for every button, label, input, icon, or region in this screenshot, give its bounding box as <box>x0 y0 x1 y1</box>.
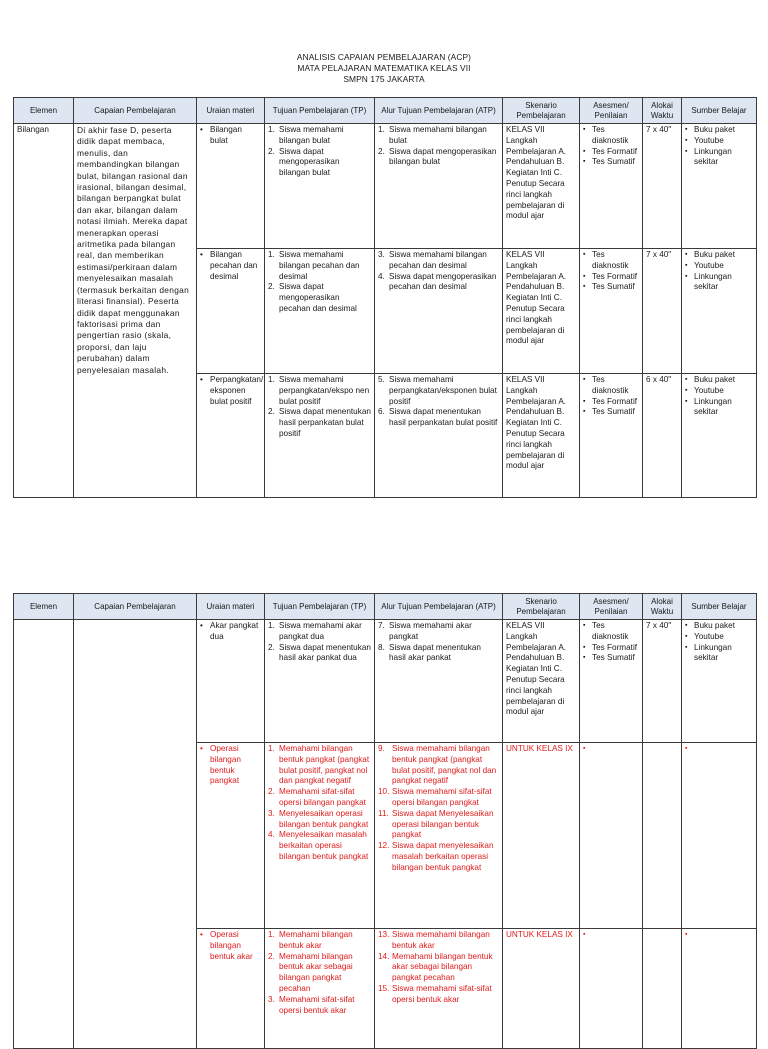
asesmen-cell <box>580 620 643 743</box>
header-cell: Uraian materi <box>197 594 265 620</box>
tp-item: 3. Menyelesaikan operasi bilangan bentuk pangkat <box>268 808 369 829</box>
sumber-item: ▪ Youtube <box>685 386 753 397</box>
atp-cell <box>375 743 503 929</box>
tp-cell <box>265 249 375 374</box>
asesmen-item: ▪ Tes Sumatif <box>583 653 639 664</box>
uraian-text: • Operasi bilangan bentuk akar <box>200 930 261 962</box>
waktu-cell <box>643 929 682 1049</box>
atp-item: 1. Siswa memahami bilangan bulat <box>378 125 487 145</box>
atp-cell <box>375 249 503 374</box>
tp-item: 4. Menyelesaikan masalah berkaitan operasi bilangan bentuk pangkat <box>268 830 369 861</box>
uraian-text: • Akar pangkat dua <box>200 621 261 643</box>
tp-item: 2. Memahami sifat-sifat opersi bilangan pangkat <box>268 787 366 807</box>
header-cell: Elemen <box>14 98 74 124</box>
asesmen-item: ▪ Tes diaknostik <box>583 375 639 397</box>
header-cell: Asesmen/ Penilaian <box>580 98 643 124</box>
asesmen-item: ▪ Tes Formatif <box>583 147 639 158</box>
atp-item: 6. Siswa dapat menentukan hasil perpankatan bulat positif <box>378 407 498 428</box>
asesmen-cell <box>580 929 643 1049</box>
tp-item: 1. Siswa memahami bilangan pecahan dan desimal <box>268 250 360 281</box>
sumber-item: ▪ Buku paket <box>685 125 753 136</box>
asesmen-cell <box>580 124 643 249</box>
skenario-cell: UNTUK KELAS IX <box>503 929 580 1049</box>
asesmen-cell <box>580 743 643 929</box>
sumber-item: ▪ Buku paket <box>685 621 753 632</box>
asesmen-cell <box>580 249 643 374</box>
waktu-cell: 7 x 40" <box>643 124 682 249</box>
header-cell: Alur Tujuan Pembelajaran (ATP) <box>375 594 503 620</box>
asesmen-item: ▪ Tes Formatif <box>583 397 639 408</box>
header-cell: Alokai Waktu <box>643 594 682 620</box>
tp-item: 1. Siswa memahami perpangkatan/ekspo nen bulat positif <box>268 375 370 406</box>
sumber-item: ▪ Linkungan sekitar <box>685 643 753 665</box>
atp-item: 15. Siswa memahami sifat-sifat opersi bentuk akar <box>378 983 492 1004</box>
table-row <box>14 124 757 249</box>
tp-item: 2. Siswa dapat mengoperasikan bilangan bulat <box>268 146 340 178</box>
sumber-item: ▪ Linkungan sekitar <box>685 147 753 169</box>
uraian-text: • Bilangan pecahan dan desimal <box>200 250 261 282</box>
uraian-cell <box>197 620 265 743</box>
header-cell: Alokai Waktu <box>643 98 682 124</box>
atp-item: 13. Siswa memahami bilangan bentuk akar <box>378 930 490 950</box>
sumber-cell <box>682 124 757 249</box>
table-header-row <box>14 594 757 620</box>
waktu-cell: 7 x 40" <box>643 620 682 743</box>
sumber-item: ▪ Youtube <box>685 136 753 147</box>
asesmen-item: ▪ Tes Sumatif <box>583 157 639 168</box>
asesmen-item: ▪ Tes diaknostik <box>583 621 639 643</box>
atp-cell <box>375 374 503 498</box>
capaian-cell: Di akhir fase D, peserta didik dapat membaca, menulis, dan membandingkan bilangan bulat, bilangan rasional dan irasional, bilangan desimal, bilangan berpangkat bulat dan akar, bilangan dalam notasi ilmiah. Mereka dapat menerapkan operasi aritmetika pada bilangan real, dan memberikan estimasi/perkiraan dalam menyelesaikan masalah (termasuk berkaitan dengan literasi finansial). Peserta didik dapat menggunakan faktorisasi prima dan pengertian rasio (skala, proporsi, dan laju perubahan) dalam penyelesaian masalah. <box>74 124 197 498</box>
uraian-text: • Bilangan bulat <box>200 125 261 147</box>
atp-item: 7. Siswa memahami akar pangkat <box>378 621 472 641</box>
uraian-cell <box>197 743 265 929</box>
tp-cell <box>265 620 375 743</box>
sumber-item: ▪ Buku paket <box>685 375 753 386</box>
skenario-cell: KELAS VII Langkah Pembelajaran A. Pendahuluan B. Kegiatan Inti C. Penutup Secara rinci langkah pembelajaran di modul ajar <box>503 374 580 498</box>
sumber-item: ▪ Youtube <box>685 261 753 272</box>
tp-item: 1. Memahami bilangan bentuk akar <box>268 930 353 950</box>
asesmen-item: ▪ Tes Formatif <box>583 272 639 283</box>
sumber-cell <box>682 374 757 498</box>
atp-item: 12. Siswa dapat menyelesaikan masalah berkaitan operasi bilangan bentuk pangkat <box>378 841 494 872</box>
waktu-cell: 7 x 40" <box>643 249 682 374</box>
atp-item: 2. Siswa dapat mengoperasikan bilangan bulat <box>378 146 497 167</box>
asesmen-item: ▪ Tes Sumatif <box>583 407 639 418</box>
sumber-cell <box>682 249 757 374</box>
skenario-cell: KELAS VII Langkah Pembelajaran A. Pendahuluan B. Kegiatan Inti C. Penutup Secara rinci langkah pembelajaran di modul ajar <box>503 620 580 743</box>
sumber-item: ▪ Buku paket <box>685 250 753 261</box>
tp-item: 2. Siswa dapat menentukan hasil akar pankat dua <box>268 642 371 663</box>
sumber-cell <box>682 929 757 1049</box>
tp-item: 1. Siswa memahami akar pangkat dua <box>268 621 362 641</box>
sumber-cell <box>682 620 757 743</box>
asesmen-item: ▪ Tes Formatif <box>583 643 639 654</box>
uraian-cell <box>197 249 265 374</box>
sumber-item: ▪ Linkungan sekitar <box>685 272 753 294</box>
header-cell: Skenario Pembelajaran <box>503 98 580 124</box>
atp-item: 4. Siswa dapat mengoperasikan pecahan dan desimal <box>378 271 497 292</box>
waktu-cell <box>643 743 682 929</box>
atp-item: 5. Siswa memahami perpangkatan/eksponen bulat positif <box>378 375 497 406</box>
atp-cell <box>375 124 503 249</box>
table-header-row <box>14 98 757 124</box>
tp-cell <box>265 124 375 249</box>
header-cell: Elemen <box>14 594 74 620</box>
uraian-cell <box>197 374 265 498</box>
skenario-cell: KELAS VII Langkah Pembelajaran A. Pendahuluan B. Kegiatan Inti C. Penutup Secara rinci langkah pembelajaran di modul ajar <box>503 249 580 374</box>
asesmen-item: ▪ Tes Sumatif <box>583 282 639 293</box>
elemen-cell: Bilangan <box>14 124 74 498</box>
tp-item: 2. Siswa dapat mengoperasikan pecahan dan desimal <box>268 282 357 313</box>
header-cell: Capaian Pembelajaran <box>74 98 197 124</box>
uraian-cell <box>197 929 265 1049</box>
header-cell: Alur Tujuan Pembelajaran (ATP) <box>375 98 503 124</box>
elemen-cell <box>14 620 74 1049</box>
atp-item: 8. Siswa dapat menentukan hasil akar pankat <box>378 642 481 663</box>
sumber-cell <box>682 743 757 929</box>
header-cell: Sumber Belajar <box>682 594 757 620</box>
header-cell: Sumber Belajar <box>682 98 757 124</box>
atp-cell <box>375 620 503 743</box>
document-title <box>0 52 768 85</box>
tp-item: 3. Memahami sifat-sifat opersi bentuk akar <box>268 994 355 1015</box>
uraian-cell <box>197 124 265 249</box>
acp-table-page-2 <box>13 593 757 1049</box>
header-cell: Asesmen/ Penilaian <box>580 594 643 620</box>
tp-item: 2. Memahami bilangan bentuk akar sebagai bilangan pangkat pecahan <box>268 951 353 993</box>
header-cell: Skenario Pembelajaran <box>503 594 580 620</box>
atp-item: 9. Siswa memahami bilangan bentuk pangkat (pangkat bulat positif, pangkat nol dan pangkat negatif <box>378 744 497 786</box>
waktu-cell: 6 x 40" <box>643 374 682 498</box>
atp-item: 14. Memahami bilangan bentuk akar sebagai bilangan pangkat pecahan <box>378 951 493 983</box>
skenario-cell: UNTUK KELAS IX <box>503 743 580 929</box>
sumber-item: ▪ Youtube <box>685 632 753 643</box>
header-cell: Tujuan Pembelajaran (TP) <box>265 98 375 124</box>
tp-cell <box>265 374 375 498</box>
title-line-1: ANALISIS CAPAIAN PEMBELAJARAN (ACP) <box>296 52 472 62</box>
asesmen-item: ▪ Tes diaknostik <box>583 125 639 147</box>
capaian-cell <box>74 620 197 1049</box>
tp-cell <box>265 743 375 929</box>
tp-cell <box>265 929 375 1049</box>
uraian-text: • Operasi bilangan bentuk pangkat <box>200 744 261 787</box>
atp-item: 11. Siswa dapat Menyelesaikan operasi bilangan bentuk pangkat <box>378 808 494 840</box>
header-cell: Uraian materi <box>197 98 265 124</box>
tp-item: 2. Siswa dapat menentukan hasil perpankatan bulat positif <box>268 407 371 438</box>
sumber-item: ▪ Linkungan sekitar <box>685 397 753 419</box>
skenario-cell: KELAS VII Langkah Pembelajaran A. Pendahuluan B. Kegiatan Inti C. Penutup Secara rinci langkah pembelajaran di modul ajar <box>503 124 580 249</box>
header-cell: Capaian Pembelajaran <box>74 594 197 620</box>
acp-table-page-1 <box>13 97 757 498</box>
asesmen-cell <box>580 374 643 498</box>
atp-item: 10. Siswa memahami sifat-sifat opersi bilangan pangkat <box>378 787 492 807</box>
title-line-3: SMPN 175 JAKARTA <box>343 74 425 84</box>
tp-item: 1. Memahami bilangan bentuk pangkat (pangkat bulat positif, pangkat nol dan pangkat negatif <box>268 744 370 786</box>
title-line-2: MATA PELAJARAN MATEMATIKA KELAS VII <box>297 63 471 73</box>
atp-cell <box>375 929 503 1049</box>
header-cell: Tujuan Pembelajaran (TP) <box>265 594 375 620</box>
tp-item: 1. Siswa memahami bilangan bulat <box>268 125 344 145</box>
asesmen-item: ▪ Tes diaknostik <box>583 250 639 272</box>
table-row <box>14 620 757 743</box>
atp-item: 3. Siswa memahami bilangan pecahan dan desimal <box>378 250 487 270</box>
uraian-text: • Perpangkatan/ eksponen bulat positif <box>200 375 261 407</box>
